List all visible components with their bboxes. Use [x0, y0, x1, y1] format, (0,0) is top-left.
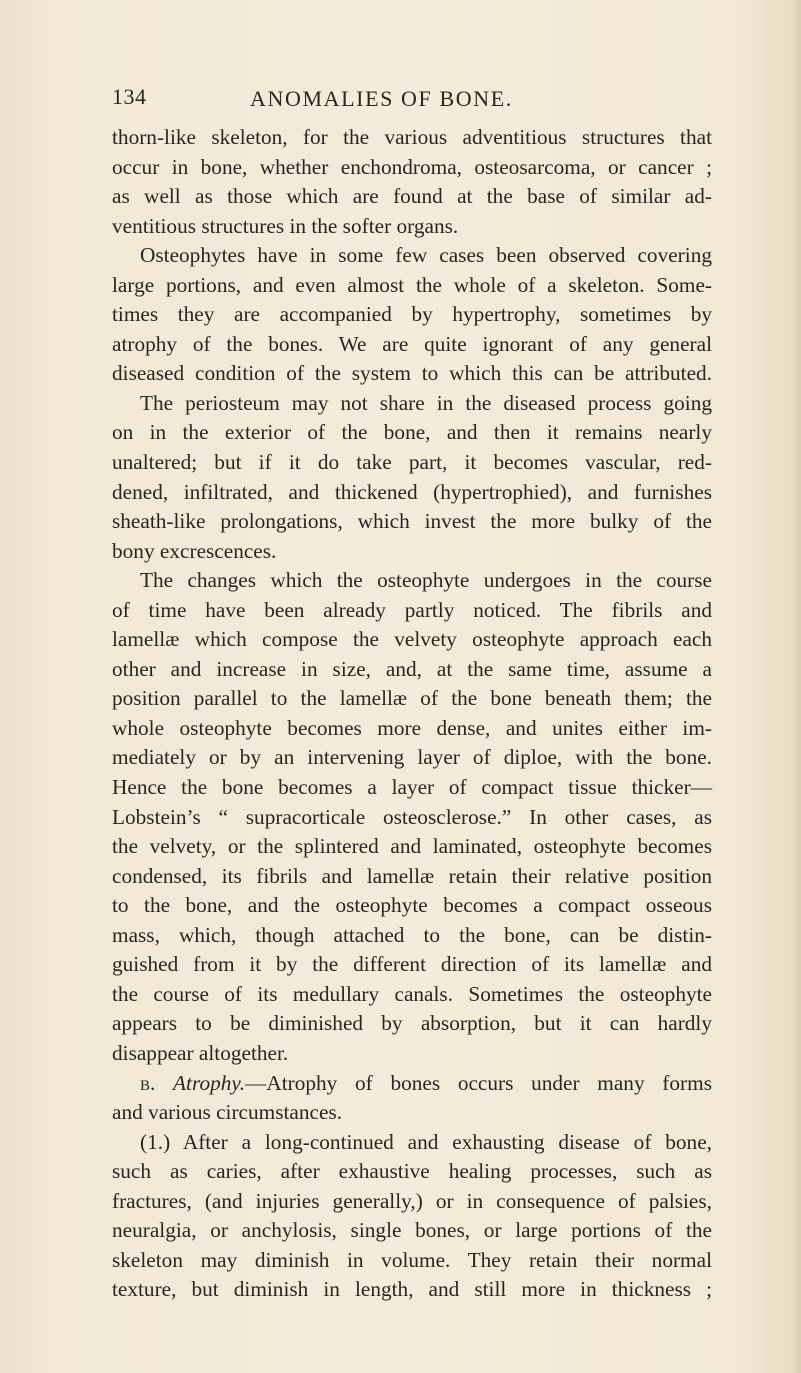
page-edge-shadow	[793, 0, 801, 1373]
text-line: times they are accompanied by hypertrophy, sometimes by	[112, 302, 712, 327]
text-line: guished from it by the different direction of its lamellæ and	[112, 952, 712, 977]
text-line: Osteophytes have in some few cases been observed covering	[140, 243, 712, 268]
text-line: such as caries, after exhaustive healing processes, such as	[112, 1159, 712, 1184]
body-text	[112, 123, 712, 1305]
text-line: The changes which the osteophyte undergoes in the course	[140, 568, 712, 593]
text-line: texture, but diminish in length, and still more in thickness ;	[112, 1277, 712, 1302]
text-line: lamellæ which compose the velvety osteophyte approach each	[112, 627, 712, 652]
text-line: The periosteum may not share in the diseased process going	[140, 390, 712, 415]
text-line: Lobstein’s “ supracorticale osteosclerose.” In other cases, as	[112, 804, 712, 829]
text-line: whole osteophyte becomes more dense, and unites either im-	[112, 715, 712, 740]
text-line: and various circumstances.	[112, 1100, 343, 1125]
text-line: occur in bone, whether enchondroma, osteosarcoma, or cancer ;	[112, 154, 712, 179]
text-line: the course of its medullary canals. Sometimes the osteophyte	[112, 981, 712, 1006]
text-line: neuralgia, or anchylosis, single bones, or large portions of the	[112, 1218, 712, 1243]
text-line: on in the exterior of the bone, and then it remains nearly	[112, 420, 712, 445]
text-line: bony excrescences.	[112, 538, 277, 563]
text-line: skeleton may diminish in volume. They retain their normal	[112, 1247, 712, 1272]
section-marker: b.	[140, 1070, 156, 1095]
text-line: as well as those which are found at the base of similar ad-	[112, 184, 712, 209]
section-title: Atrophy.	[173, 1070, 246, 1095]
text-line: the velvety, or the splintered and laminated, osteophyte becomes	[112, 834, 712, 859]
running-head	[0, 80, 801, 120]
text-line: sheath-like prolongations, which invest the more bulky of the	[112, 509, 712, 534]
text-line: thorn-like skeleton, for the various adventitious structures that	[112, 125, 712, 149]
text-line: mediately or by an intervening layer of diploe, with the bone.	[112, 745, 712, 770]
page-number: 134	[112, 84, 147, 109]
text-line: position parallel to the lamellæ of the bone beneath them; the	[112, 686, 712, 711]
text-fragment: —Atrophy of bones occurs under many forms	[245, 1070, 712, 1095]
text-line: condensed, its fibrils and lamellæ retain their relative position	[112, 863, 712, 888]
text-line: fractures, (and injuries generally,) or in consequence of palsies,	[112, 1188, 712, 1213]
text-line: diseased condition of the system to which this can be attributed.	[112, 361, 712, 386]
text-line: (1.) After a long-continued and exhausting disease of bone,	[140, 1129, 712, 1154]
text-line: disappear altogether.	[112, 1040, 289, 1065]
text-line: large portions, and even almost the whole of a skeleton. Some-	[112, 272, 712, 297]
text-line: unaltered; but if it do take part, it becomes vascular, red-	[112, 450, 712, 475]
text-line: mass, which, though attached to the bone, can be distin-	[112, 922, 712, 947]
atrophy-heading-line	[112, 1069, 712, 1099]
running-title: ANOMALIES OF BONE.	[250, 86, 513, 111]
text-line: atrophy of the bones. We are quite ignorant of any general	[112, 331, 712, 356]
text-line: ventitious structures in the softer organs.	[112, 213, 459, 238]
text-line: of time have been already partly noticed. The fibrils and	[112, 597, 712, 622]
text-line: appears to be diminished by absorption, but it can hardly	[112, 1011, 712, 1036]
text-line: to the bone, and the osteophyte becomes a compact osseous	[112, 893, 712, 918]
text-line: dened, infiltrated, and thickened (hypertrophied), and furnishes	[112, 479, 712, 504]
text-line: other and increase in size, and, at the same time, assume a	[112, 656, 712, 681]
text-line: Hence the bone becomes a layer of compact tissue thicker—	[112, 775, 712, 800]
